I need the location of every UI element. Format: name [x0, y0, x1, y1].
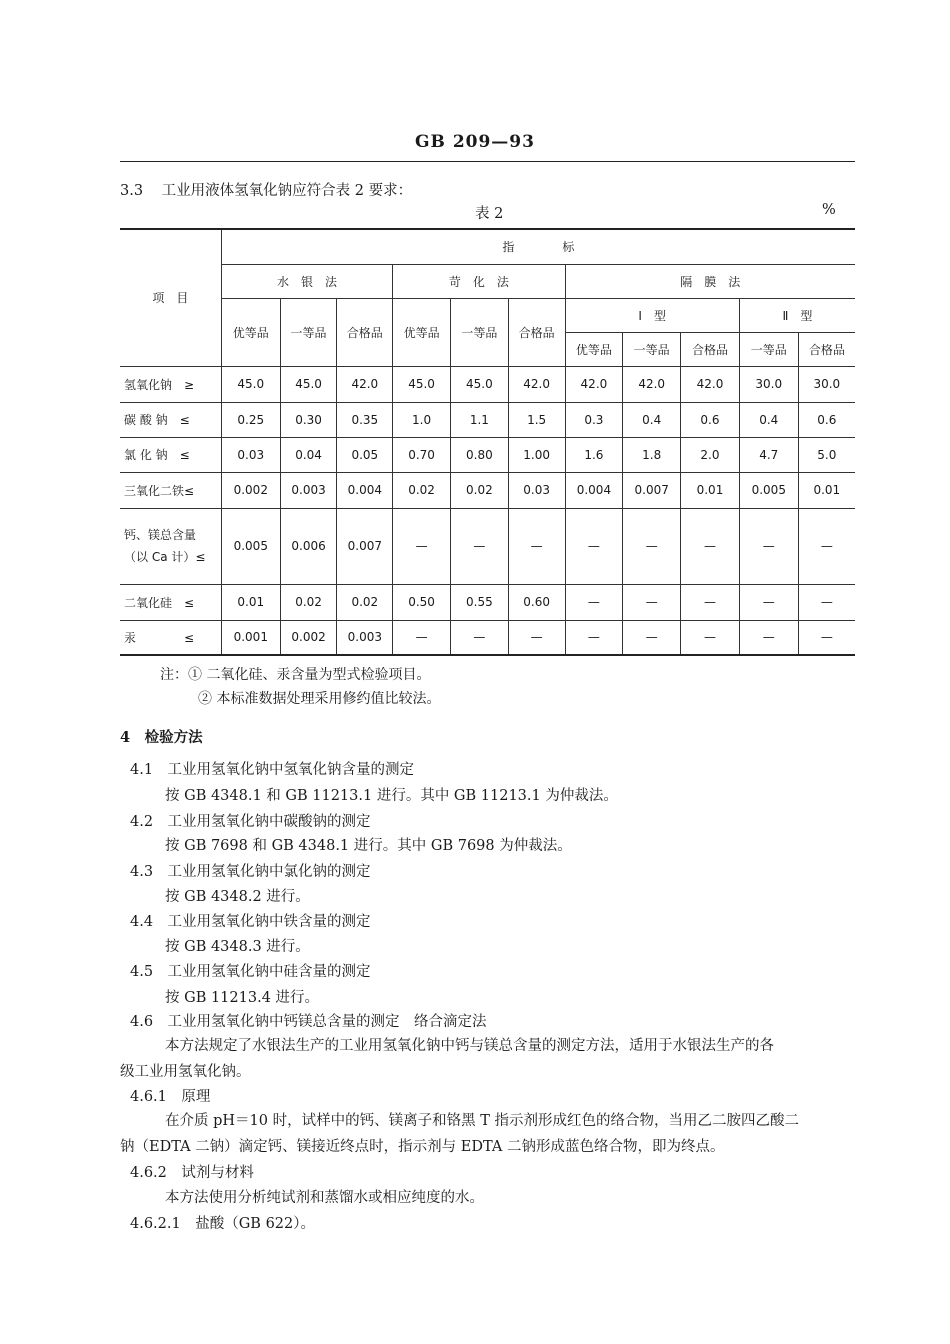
section-4-1-body: 按 GB 4348.1 和 GB 11213.1 进行。其中 GB 11213.1 为仲裁法。 — [165, 788, 618, 804]
table-caption: 表 2 — [475, 206, 504, 222]
grade-header: 合格品 — [681, 332, 740, 366]
page-header: GB 209—93 — [415, 132, 535, 152]
grade-header: 优等品 — [221, 298, 280, 366]
table-row — [120, 620, 855, 655]
table-cell: 1.6 — [565, 437, 623, 472]
table-cell: 0.30 — [280, 402, 337, 437]
table-row — [120, 366, 855, 402]
row-label: 汞 ≤ — [120, 620, 221, 655]
table-cell: 0.005 — [739, 472, 798, 508]
table-cell: 0.70 — [393, 437, 451, 472]
section-4-6-2-body: 本方法使用分析纯试剂和蒸馏水或相应纯度的水。 — [165, 1190, 484, 1206]
table-cell: 0.01 — [798, 472, 855, 508]
table-cell: 0.4 — [623, 402, 681, 437]
grade-header: 合格品 — [508, 298, 565, 366]
table-cell: 0.005 — [221, 508, 280, 584]
table-cell: — — [623, 584, 681, 620]
section-4-6-2-1-title: 4.6.2.1 盐酸（GB 622）。 — [130, 1216, 316, 1232]
table-cell: 42.0 — [565, 366, 623, 402]
table-cell: 0.3 — [565, 402, 623, 437]
table-cell: — — [798, 620, 855, 655]
table-cell: — — [450, 620, 508, 655]
grade-header: 优等品 — [393, 298, 451, 366]
table-cell: 42.0 — [681, 366, 740, 402]
header-rule — [120, 161, 855, 162]
table-cell: 0.01 — [221, 584, 280, 620]
table-cell: — — [565, 584, 623, 620]
row-label: 氯 化 钠 ≤ — [120, 437, 221, 472]
table-cell: 0.05 — [337, 437, 393, 472]
table-cell: — — [739, 584, 798, 620]
section-4-1-title: 4.1 工业用氢氧化钠中氢氧化钠含量的测定 — [130, 762, 415, 778]
table-cell: 0.002 — [280, 620, 337, 655]
table-cell: 0.35 — [337, 402, 393, 437]
section-4-6-2-title: 4.6.2 试剂与材料 — [130, 1165, 254, 1181]
table-cell: 45.0 — [280, 366, 337, 402]
section-4-5-title: 4.5 工业用氢氧化钠中硅含量的测定 — [130, 964, 371, 980]
section-3-3 — [120, 179, 412, 200]
table-cell: — — [623, 508, 681, 584]
method-diaphragm: 隔 膜 法 — [565, 264, 855, 298]
row-label: 碳 酸 钠 ≤ — [120, 402, 221, 437]
type-1-header: Ⅰ 型 — [565, 298, 739, 332]
spec-table — [120, 228, 855, 656]
section-4-3-title: 4.3 工业用氢氧化钠中氯化钠的测定 — [130, 864, 371, 880]
table-cell: 0.01 — [681, 472, 740, 508]
grade-header: 一等品 — [623, 332, 681, 366]
table-cell: 0.02 — [450, 472, 508, 508]
grade-header: 一等品 — [280, 298, 337, 366]
table-cell: 0.03 — [508, 472, 565, 508]
table-cell: 0.003 — [337, 620, 393, 655]
section-3-3-text: 工业用液体氢氧化钠应符合表 2 要求： — [161, 183, 413, 199]
table-row — [120, 437, 855, 472]
table-note-2: ② 本标准数据处理采用修约值比较法。 — [198, 691, 441, 707]
section-4-6-1-body-line2: 钠（EDTA 二钠）滴定钙、镁接近终点时，指示剂与 EDTA 二钠形成蓝色络合物，即为终点。 — [120, 1139, 725, 1155]
table-cell: 0.6 — [798, 402, 855, 437]
table-cell: 1.0 — [393, 402, 451, 437]
indicator-header: 指 标 — [221, 229, 855, 264]
table-cell: — — [450, 508, 508, 584]
table-cell: 0.001 — [221, 620, 280, 655]
table-cell: — — [681, 508, 740, 584]
table-cell: 1.1 — [450, 402, 508, 437]
type-2-header: Ⅱ 型 — [739, 298, 855, 332]
table-cell: 1.5 — [508, 402, 565, 437]
table-cell: — — [393, 620, 451, 655]
table-row — [120, 402, 855, 437]
row-label: 三氧化二铁≤ — [120, 472, 221, 508]
section-4-4-body: 按 GB 4348.3 进行。 — [165, 939, 310, 955]
table-cell: 42.0 — [623, 366, 681, 402]
grade-header: 一等品 — [739, 332, 798, 366]
table-cell: 0.55 — [450, 584, 508, 620]
table-unit: % — [822, 202, 836, 218]
table-cell: 0.007 — [623, 472, 681, 508]
section-4-heading: 4 检验方法 — [120, 729, 203, 746]
row-label — [120, 508, 221, 584]
table-cell: 0.50 — [393, 584, 451, 620]
table-cell: 1.8 — [623, 437, 681, 472]
grade-header: 合格品 — [337, 298, 393, 366]
table-row — [120, 472, 855, 508]
section-4-6-body-line1: 本方法规定了水银法生产的工业用氢氧化钠中钙与镁总含量的测定方法，适用于水银法生产的各 — [165, 1038, 774, 1054]
section-4-5-body: 按 GB 11213.4 进行。 — [165, 990, 320, 1006]
row-label: 氢氧化钠 ≥ — [120, 366, 221, 402]
table-cell: — — [508, 620, 565, 655]
table-cell: 0.02 — [393, 472, 451, 508]
table-cell: 45.0 — [393, 366, 451, 402]
table-cell: 0.004 — [337, 472, 393, 508]
table-cell: 0.04 — [280, 437, 337, 472]
table-cell: 0.60 — [508, 584, 565, 620]
table-cell: 0.02 — [337, 584, 393, 620]
row-label: 二氧化硅 ≤ — [120, 584, 221, 620]
table-cell: — — [565, 620, 623, 655]
section-4-6-1-body-line1: 在介质 pH＝10 时，试样中的钙、镁离子和铬黑 T 指示剂形成红色的络合物，当用乙二胺四乙酸二 — [165, 1113, 799, 1129]
table-cell: 42.0 — [508, 366, 565, 402]
table-cell: 42.0 — [337, 366, 393, 402]
section-4-6-1-title: 4.6.1 原理 — [130, 1089, 211, 1105]
grade-header: 优等品 — [565, 332, 623, 366]
table-cell: 0.03 — [221, 437, 280, 472]
row-label-line: 钙、镁总含量 — [124, 528, 197, 542]
col-item-header: 项 目 — [120, 229, 221, 366]
section-4-3-body: 按 GB 4348.2 进行。 — [165, 889, 310, 905]
table-cell: 30.0 — [798, 366, 855, 402]
method-caustic: 苛 化 法 — [393, 264, 565, 298]
section-4-6-body-line2: 级工业用氢氧化钠。 — [120, 1064, 251, 1080]
table-cell: 0.02 — [280, 584, 337, 620]
table-note-1: 注：① 二氧化硅、汞含量为型式检验项目。 — [160, 667, 431, 683]
table-cell: 0.80 — [450, 437, 508, 472]
table-cell: — — [739, 508, 798, 584]
table-cell: 0.25 — [221, 402, 280, 437]
table-cell: — — [565, 508, 623, 584]
section-4-4-title: 4.4 工业用氢氧化钠中铁含量的测定 — [130, 914, 371, 930]
section-4-6-title: 4.6 工业用氢氧化钠中钙镁总含量的测定 络合滴定法 — [130, 1014, 487, 1030]
section-4-2-body: 按 GB 7698 和 GB 4348.1 进行。其中 GB 7698 为仲裁法。 — [165, 838, 572, 854]
table-cell: 30.0 — [739, 366, 798, 402]
table-cell: 4.7 — [739, 437, 798, 472]
table-cell: 0.002 — [221, 472, 280, 508]
table-cell: 45.0 — [221, 366, 280, 402]
table-cell: — — [623, 620, 681, 655]
table-cell: 2.0 — [681, 437, 740, 472]
table-cell: 5.0 — [798, 437, 855, 472]
table-cell: 0.006 — [280, 508, 337, 584]
table-cell: — — [681, 584, 740, 620]
table-cell: 0.003 — [280, 472, 337, 508]
table-cell: — — [681, 620, 740, 655]
row-label-line: （以 Ca 计）≤ — [124, 550, 206, 564]
table-cell: 0.6 — [681, 402, 740, 437]
table-cell: 1.00 — [508, 437, 565, 472]
table-cell: 45.0 — [450, 366, 508, 402]
section-3-3-number: 3.3 — [120, 183, 144, 199]
method-mercury: 水 银 法 — [221, 264, 392, 298]
table-cell: — — [798, 584, 855, 620]
table-cell: 0.4 — [739, 402, 798, 437]
table-cell: — — [739, 620, 798, 655]
table-cell: — — [393, 508, 451, 584]
table-cell: — — [798, 508, 855, 584]
grade-header: 合格品 — [798, 332, 855, 366]
table-row — [120, 584, 855, 620]
table-cell: 0.004 — [565, 472, 623, 508]
section-4-2-title: 4.2 工业用氢氧化钠中碳酸钠的测定 — [130, 814, 371, 830]
grade-header: 一等品 — [450, 298, 508, 366]
table-cell: — — [508, 508, 565, 584]
table-row — [120, 508, 855, 584]
table-cell: 0.007 — [337, 508, 393, 584]
